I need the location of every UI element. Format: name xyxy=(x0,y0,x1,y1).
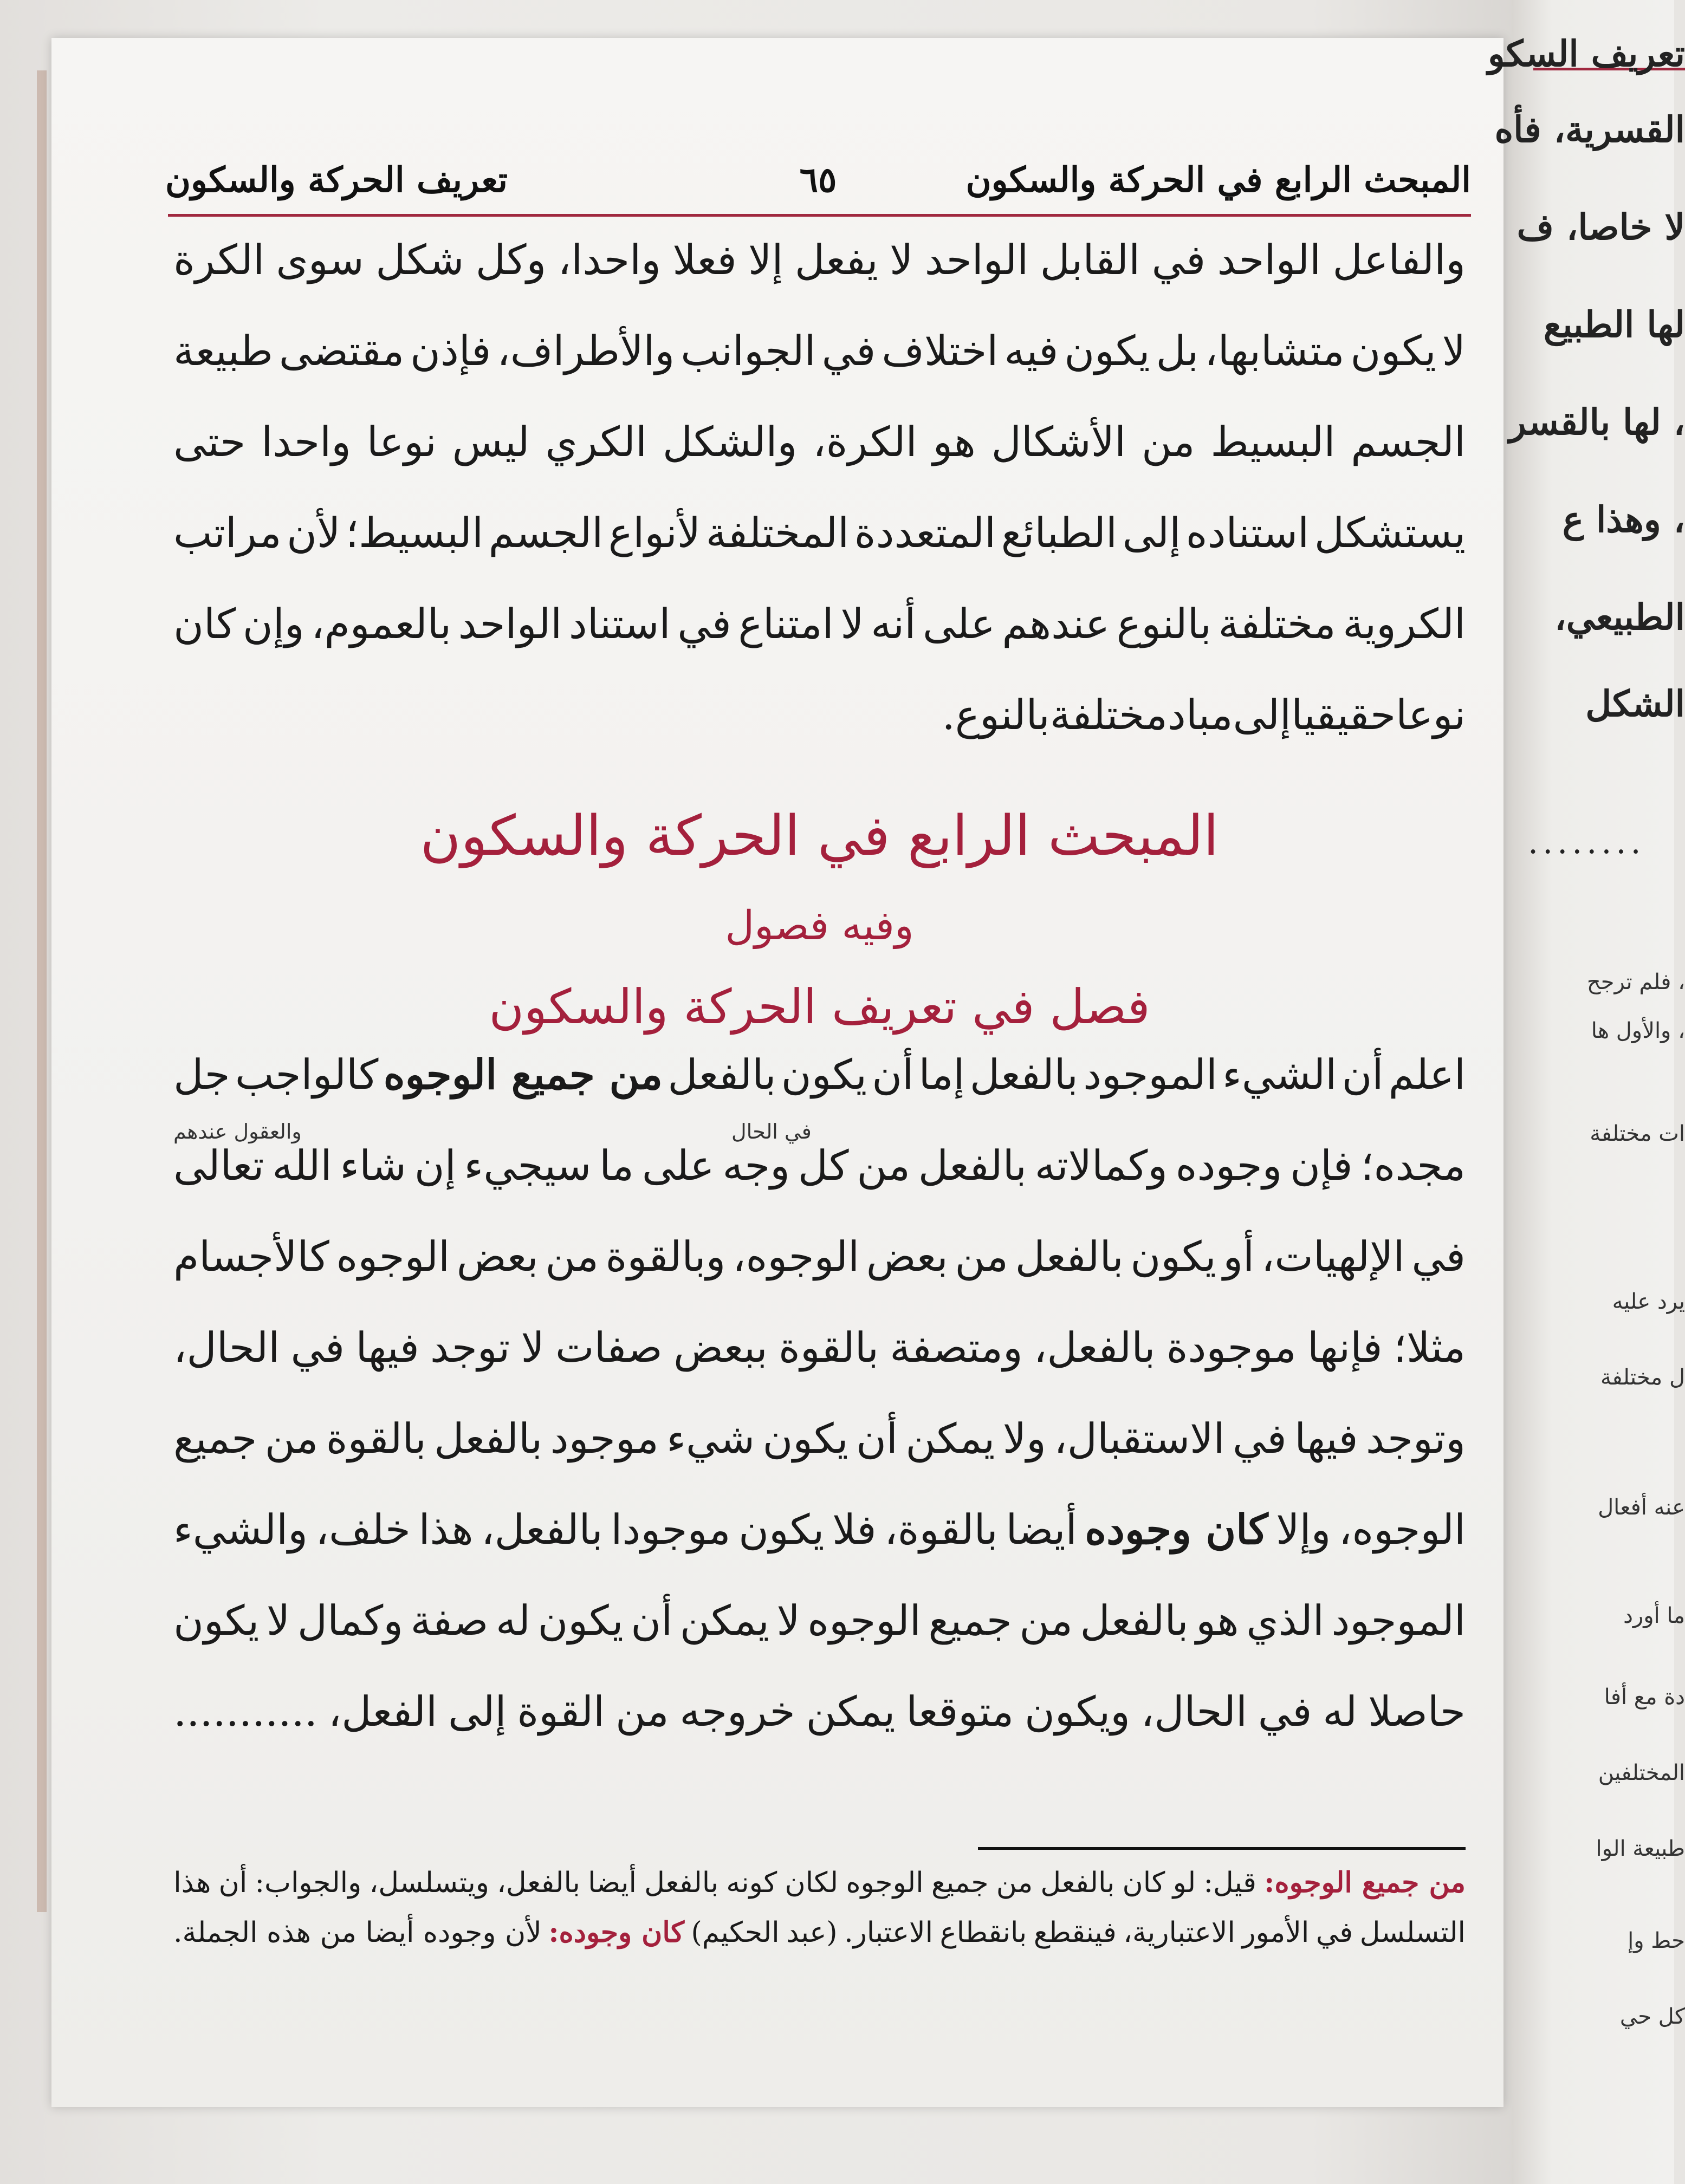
word: الواحد xyxy=(924,236,1029,284)
word: صفات xyxy=(555,1323,663,1372)
footnote-word: الاعتبارية، xyxy=(1123,1916,1235,1949)
word: على xyxy=(641,1141,715,1190)
adjacent-page-small-line: يرد عليه xyxy=(1612,1289,1685,1314)
word: أن xyxy=(631,1596,673,1644)
footnote-word: هذا xyxy=(173,1867,211,1899)
word: يمكن xyxy=(806,1687,896,1735)
word: لا xyxy=(521,1323,545,1372)
word: الوجوه xyxy=(807,1596,921,1644)
word: من xyxy=(1141,418,1195,466)
word: الواحد xyxy=(458,600,562,648)
word: الكرة، xyxy=(813,418,917,466)
footnote-word: لكان xyxy=(785,1867,839,1899)
word: في xyxy=(1151,236,1206,284)
word: أن xyxy=(1341,1050,1384,1098)
word: الجسم xyxy=(1351,418,1466,466)
word: وإلا xyxy=(1276,1505,1331,1554)
word: لا xyxy=(1442,327,1466,375)
text-line xyxy=(173,236,1466,327)
word: بالفعل xyxy=(1080,1596,1189,1644)
word: كان xyxy=(173,600,236,648)
adjacent-page-line: ، وهذا ع xyxy=(1562,498,1685,541)
word: الوجوه xyxy=(336,1232,450,1280)
word: البسيط؛ xyxy=(345,509,484,557)
word: فإذن xyxy=(410,327,491,375)
word: شاء xyxy=(340,1141,406,1190)
word: سوى xyxy=(276,236,364,284)
adjacent-page-small-line: دة مع أفا xyxy=(1604,1685,1685,1709)
word: يكون xyxy=(537,1596,624,1644)
word: بالقوة xyxy=(326,1414,426,1462)
word: متشابها، xyxy=(1204,327,1345,375)
footnote-word: قيل: xyxy=(1203,1867,1256,1899)
adjacent-page-dots: ........ xyxy=(1528,823,1645,861)
word: لأن xyxy=(287,509,341,557)
word: في xyxy=(1233,1414,1287,1462)
footnote-rule xyxy=(978,1847,1466,1850)
adjacent-page-small-line: ل مختلفة xyxy=(1600,1365,1685,1390)
word: نوعا xyxy=(1396,691,1466,739)
word: بالفعل xyxy=(667,1050,776,1098)
footnote-word: بالفعل xyxy=(644,1867,719,1899)
word: بالفعل xyxy=(969,1050,1078,1098)
word: من xyxy=(615,1687,669,1735)
footnote-line xyxy=(173,1866,1466,1916)
adjacent-page-small-line: كل حي xyxy=(1619,2004,1685,2029)
word: ما xyxy=(599,1141,634,1190)
word: موجود xyxy=(550,1414,659,1462)
word: لا xyxy=(890,236,913,284)
word: بعض xyxy=(866,1232,948,1280)
word: إلى xyxy=(1233,691,1292,739)
word: المتعددة xyxy=(854,509,996,557)
adjacent-page-small-line: عنه أفعال xyxy=(1598,1495,1685,1520)
word: فيها xyxy=(1294,1414,1358,1462)
word: اعلم xyxy=(1388,1050,1466,1098)
word: كل xyxy=(798,1141,849,1190)
body-text xyxy=(173,236,1466,1778)
footnote-word: بالفعل، xyxy=(497,1867,580,1899)
adjacent-page-line: الطبيعي، xyxy=(1554,596,1685,638)
word: شكل xyxy=(375,236,464,284)
word: والشكل xyxy=(662,418,798,466)
word: يكون xyxy=(1130,1232,1216,1280)
interlinear-gloss: في الحال xyxy=(731,1120,812,1143)
word: أيضا xyxy=(1006,1505,1077,1554)
word: بالفعل xyxy=(1015,1232,1124,1280)
word: مباد xyxy=(1167,691,1233,739)
word: جميع xyxy=(173,1414,257,1462)
word: بالعموم، xyxy=(311,600,452,648)
word: من xyxy=(264,1414,319,1462)
word: يكون xyxy=(738,1505,825,1554)
text-line xyxy=(173,1141,1466,1232)
word: صفة xyxy=(410,1596,489,1644)
word: كان وجوده xyxy=(1085,1505,1268,1554)
text-line xyxy=(173,509,1466,600)
text-line xyxy=(173,1050,1466,1141)
footnote-word: ويتسلسل، xyxy=(369,1867,489,1899)
word: والشيء xyxy=(173,1505,308,1554)
word: بالقوة، xyxy=(884,1505,998,1554)
word: الطبائع xyxy=(1001,509,1118,557)
adjacent-page-line: لا خاصا، ف xyxy=(1516,206,1685,248)
header-rule xyxy=(168,214,1471,217)
word: يفعل xyxy=(794,236,878,284)
footnote-word: أيضا xyxy=(588,1867,637,1899)
word: القابل xyxy=(1040,236,1140,284)
word: خلف، xyxy=(315,1505,411,1554)
footnote-word: الحكيم) xyxy=(691,1916,780,1949)
word: تعالى xyxy=(173,1141,264,1190)
word: الموجود xyxy=(1331,1596,1466,1644)
adjacent-page-line: ، لها بالقسر xyxy=(1508,401,1685,443)
book-page xyxy=(51,38,1503,2107)
adjacent-page xyxy=(1487,0,1685,2184)
adjacent-page-small-line: ، والأول ها xyxy=(1591,1018,1685,1043)
word: وتوجد xyxy=(1366,1414,1466,1462)
page-number: ٦٥ xyxy=(799,160,837,200)
word: يمكن xyxy=(679,1596,769,1644)
footnote-word: والجواب: xyxy=(255,1867,362,1899)
word: امتناع xyxy=(738,600,834,648)
word: نوعا xyxy=(366,418,437,466)
word: من جميع الوجوه xyxy=(383,1050,663,1098)
word: حتى xyxy=(173,418,246,466)
word: حاصلا xyxy=(1368,1687,1466,1735)
word: الوجوه، xyxy=(733,1232,860,1280)
word: الذي xyxy=(1246,1596,1324,1644)
word: من xyxy=(857,1141,910,1190)
text-line xyxy=(173,1687,1466,1778)
footnote-word: الاعتبار. xyxy=(844,1916,934,1949)
word: ومتصفة xyxy=(890,1323,1023,1372)
word: مختلفة xyxy=(1218,600,1336,648)
footnote-word: بانقطاع xyxy=(939,1916,1027,1949)
interlinear-gloss: والعقول عندهم xyxy=(173,1120,302,1143)
adjacent-page-line: لها الطبيع xyxy=(1543,303,1685,346)
word: استناده xyxy=(1185,509,1310,557)
word: مختلفة xyxy=(1049,691,1168,739)
word: لا xyxy=(840,600,864,648)
word: وبالقوة xyxy=(605,1232,726,1280)
word: فيه xyxy=(1004,327,1059,375)
word: ليس xyxy=(452,418,530,466)
word: الواحد xyxy=(1217,236,1321,284)
footnote-word: كونه xyxy=(726,1867,777,1899)
word: خروجه xyxy=(679,1687,795,1735)
adjacent-page-small-line: طبيعة الوا xyxy=(1596,1836,1685,1861)
word: بالفعل xyxy=(434,1414,543,1462)
word: مثلا؛ xyxy=(1393,1323,1466,1372)
word: جميع xyxy=(928,1596,1012,1644)
text-line xyxy=(173,691,1466,782)
chapter-subheading: وفيه فصول xyxy=(725,902,914,949)
word: الإلهيات، xyxy=(1261,1232,1405,1280)
word: بعض xyxy=(456,1232,539,1280)
word: واحدا، xyxy=(558,236,661,284)
word: يكون xyxy=(781,1050,867,1098)
word: أنه xyxy=(871,600,916,648)
word: في xyxy=(677,600,731,648)
footnote-key: من جميع الوجوه: xyxy=(1264,1866,1466,1899)
word: الجسم xyxy=(488,509,604,557)
text-line xyxy=(173,600,1466,691)
word: مراتب xyxy=(173,509,282,557)
word: حقيقيا xyxy=(1291,691,1396,739)
word: استناد xyxy=(568,600,671,648)
paragraph-main xyxy=(173,1050,1466,1778)
word: هو xyxy=(932,418,976,466)
word: كالأجسام xyxy=(173,1232,329,1280)
footnote-word: الوجوه xyxy=(846,1867,924,1899)
word: هو xyxy=(1196,1596,1239,1644)
word: وجه xyxy=(722,1141,790,1190)
word: يكون xyxy=(762,1414,848,1462)
word: الحال، xyxy=(1140,1687,1247,1735)
footnote-word: كان xyxy=(1122,1867,1165,1899)
word: من xyxy=(545,1232,599,1280)
word: بالفعل، xyxy=(481,1505,603,1554)
word: يكون xyxy=(173,1596,260,1644)
word: أن xyxy=(856,1414,898,1462)
word: المختلفة xyxy=(705,509,850,557)
word: بالقوة xyxy=(779,1323,879,1372)
word: الكرة xyxy=(173,236,265,284)
book-page-edge xyxy=(37,70,47,1912)
word: يستشكل xyxy=(1314,509,1466,557)
text-line xyxy=(173,418,1466,509)
word: والأطراف، xyxy=(497,327,675,375)
text-line xyxy=(173,1414,1466,1505)
word: وجوده xyxy=(1175,1141,1282,1190)
word: في xyxy=(1411,1232,1466,1280)
word: مقتضى xyxy=(278,327,405,375)
word: من xyxy=(1019,1596,1073,1644)
word: لأنواع xyxy=(608,509,701,557)
adjacent-page-small-line: ، فلم ترجح xyxy=(1586,970,1685,994)
text-line xyxy=(173,327,1466,418)
word: إما xyxy=(918,1050,965,1098)
word: متوقعا xyxy=(906,1687,1014,1735)
footnote-text: لأن وجوده أيضا من هذه الجملة. xyxy=(173,1916,542,1949)
footnotes xyxy=(173,1866,1466,1966)
word: ويكون xyxy=(1025,1687,1130,1735)
adjacent-page-line: القسرية، فأه xyxy=(1494,108,1685,151)
word: الكروية xyxy=(1343,600,1466,648)
word: أن xyxy=(872,1050,914,1098)
word: توجد xyxy=(430,1323,510,1372)
footnote-line xyxy=(173,1916,1466,1966)
word: بالنوع xyxy=(1116,600,1211,648)
word: إلى xyxy=(448,1687,507,1735)
text-line xyxy=(173,1323,1466,1414)
word: موجودا xyxy=(611,1505,731,1554)
word: سيجيء xyxy=(464,1141,592,1190)
word: الوجوه، xyxy=(1338,1505,1466,1554)
footnote-word: الأمور xyxy=(1242,1916,1310,1949)
word: فإنها xyxy=(1307,1323,1383,1372)
word: لا xyxy=(776,1596,800,1644)
word: فلا xyxy=(832,1505,877,1554)
word: يكون xyxy=(1350,327,1436,375)
running-header xyxy=(165,149,1471,209)
word: واحدا xyxy=(261,418,351,466)
word: فعلا xyxy=(672,236,737,284)
word: في xyxy=(1258,1687,1312,1735)
footnote-key: كان وجوده: xyxy=(548,1916,684,1949)
adjacent-page-line: تعريف السكو xyxy=(1487,32,1685,75)
word: في xyxy=(290,1323,345,1372)
word: شيء xyxy=(666,1414,755,1462)
word: القوة xyxy=(517,1687,605,1735)
footnote-word: لو xyxy=(1172,1867,1196,1899)
word: الفعل، xyxy=(328,1687,438,1735)
word: إن xyxy=(414,1141,456,1190)
word: جل xyxy=(173,1050,230,1098)
word: لا xyxy=(266,1596,290,1644)
word: ولا xyxy=(1002,1414,1046,1462)
footnote-word: من xyxy=(996,1867,1033,1899)
footnote-word: أن xyxy=(218,1867,248,1899)
word: الموجود xyxy=(1083,1050,1217,1098)
word: له xyxy=(1323,1687,1358,1735)
word: بالنوع. xyxy=(942,691,1050,739)
section-heading: فصل في تعريف الحركة والسكون xyxy=(489,979,1150,1035)
word: وكل xyxy=(475,236,547,284)
word: مجده؛ xyxy=(1360,1141,1466,1190)
word: إلى xyxy=(1122,509,1181,557)
adjacent-page-line: الشكل xyxy=(1585,682,1685,725)
word: الأشكال xyxy=(991,418,1126,466)
header-section-title: المبحث الرابع في الحركة والسكون xyxy=(965,160,1471,200)
text-line xyxy=(173,1232,1466,1323)
word: إلا xyxy=(748,236,783,284)
word: على xyxy=(922,600,995,648)
word: في xyxy=(821,327,876,375)
word: الكري xyxy=(545,418,647,466)
word: عندهم xyxy=(1002,600,1110,648)
word: الجوانب xyxy=(681,327,816,375)
word: ببعض xyxy=(673,1323,768,1372)
paragraph-continuation xyxy=(173,236,1466,782)
word: بالفعل xyxy=(918,1141,1027,1190)
footnote-word: التسلسل xyxy=(1359,1916,1466,1949)
footnote-word: بالفعل xyxy=(1040,1867,1115,1899)
adjacent-page-small-line: ما أورد xyxy=(1623,1603,1685,1628)
footnote-word: فينقطع xyxy=(1033,1916,1117,1949)
word: الشيء xyxy=(1222,1050,1337,1098)
word: بل xyxy=(1156,327,1199,375)
adjacent-page-small-line: المختلفين xyxy=(1598,1760,1685,1785)
word: فيها xyxy=(355,1323,419,1372)
word: وإن xyxy=(242,600,304,648)
word: من xyxy=(955,1232,1008,1280)
word: وكمالاته xyxy=(1034,1141,1168,1190)
word: بالفعل، xyxy=(1033,1323,1156,1372)
adjacent-page-small-line: حط وإ xyxy=(1628,1928,1685,1953)
chapter-heading: المبحث الرابع في الحركة والسكون xyxy=(420,804,1219,868)
word: له xyxy=(495,1596,530,1644)
text-line xyxy=(173,1505,1466,1596)
word: موجودة xyxy=(1166,1323,1297,1372)
word: يمكن xyxy=(905,1414,995,1462)
word: الله xyxy=(272,1141,332,1190)
footnote-word: في xyxy=(1315,1916,1353,1949)
word: فإن xyxy=(1290,1141,1353,1190)
word: والفاعل xyxy=(1332,236,1466,284)
word: الاستقبال، xyxy=(1054,1414,1225,1462)
word: طبيعة xyxy=(173,327,273,375)
word: البسيط xyxy=(1210,418,1336,466)
word: هذا xyxy=(418,1505,474,1554)
footnote-word: جميع xyxy=(931,1867,989,1899)
word: أو xyxy=(1223,1232,1255,1280)
adjacent-page-small-line: ات مختلفة xyxy=(1590,1121,1685,1146)
word: اختلاف xyxy=(882,327,999,375)
text-line xyxy=(173,1596,1466,1687)
word: كالواجب xyxy=(235,1050,379,1098)
word: وكمال xyxy=(297,1596,404,1644)
footnote-word: (عبد xyxy=(786,1916,838,1949)
word: يكون xyxy=(1064,327,1150,375)
word: الحال، xyxy=(173,1323,280,1372)
word: ........... xyxy=(173,1687,317,1735)
header-chapter-title: تعريف الحركة والسكون xyxy=(165,160,508,200)
